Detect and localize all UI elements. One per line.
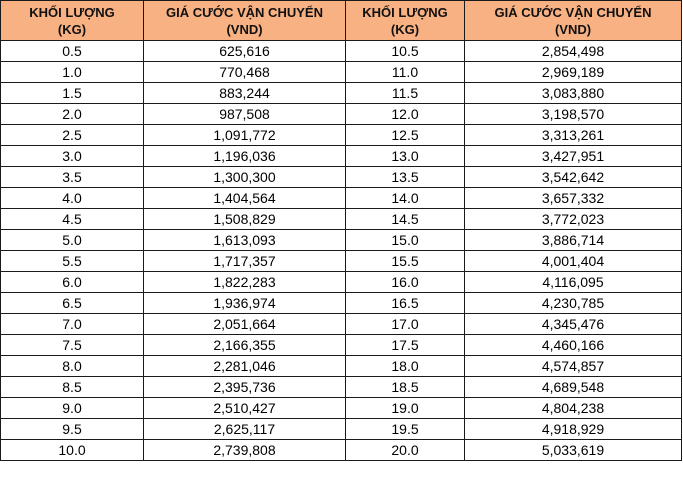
price-cell[interactable]: 2,510,427: [144, 398, 346, 419]
weight-cell[interactable]: 13.0: [346, 146, 465, 167]
price-cell[interactable]: 3,198,570: [465, 104, 682, 125]
weight-cell[interactable]: 10.5: [346, 41, 465, 62]
weight-cell[interactable]: 16.5: [346, 293, 465, 314]
header-unit: (VND): [554, 21, 592, 37]
table-row: [1, 377, 682, 398]
header-unit: (KG): [57, 21, 87, 37]
table-row: [1, 146, 682, 167]
price-cell[interactable]: 3,886,714: [465, 230, 682, 251]
table-row: [1, 62, 682, 83]
price-cell[interactable]: 2,969,189: [465, 62, 682, 83]
weight-cell[interactable]: 18.0: [346, 356, 465, 377]
header-text: GIÁ CƯỚC VẬN CHUYỂN: [494, 4, 652, 20]
price-cell[interactable]: 4,345,476: [465, 314, 682, 335]
price-cell[interactable]: 987,508: [144, 104, 346, 125]
table-row: [1, 188, 682, 209]
table-row: [1, 335, 682, 356]
price-cell[interactable]: 1,936,974: [144, 293, 346, 314]
weight-cell[interactable]: 11.0: [346, 62, 465, 83]
weight-cell[interactable]: 3.0: [1, 146, 144, 167]
header-price-1[interactable]: [144, 1, 346, 41]
price-cell[interactable]: 3,313,261: [465, 125, 682, 146]
weight-cell[interactable]: 2.5: [1, 125, 144, 146]
price-cell[interactable]: 4,230,785: [465, 293, 682, 314]
weight-cell[interactable]: 19.0: [346, 398, 465, 419]
table-row: [1, 293, 682, 314]
weight-cell[interactable]: 13.5: [346, 167, 465, 188]
weight-cell[interactable]: 15.0: [346, 230, 465, 251]
weight-cell[interactable]: 14.0: [346, 188, 465, 209]
price-cell[interactable]: 625,616: [144, 41, 346, 62]
price-cell[interactable]: 2,395,736: [144, 377, 346, 398]
weight-cell[interactable]: 20.0: [346, 440, 465, 461]
price-cell[interactable]: 4,116,095: [465, 272, 682, 293]
weight-cell[interactable]: 15.5: [346, 251, 465, 272]
weight-cell[interactable]: 3.5: [1, 167, 144, 188]
weight-cell[interactable]: 8.0: [1, 356, 144, 377]
table-row: [1, 125, 682, 146]
table-row: [1, 167, 682, 188]
price-cell[interactable]: 3,772,023: [465, 209, 682, 230]
weight-cell[interactable]: 6.0: [1, 272, 144, 293]
table-row: [1, 209, 682, 230]
price-cell[interactable]: 1,822,283: [144, 272, 346, 293]
price-cell[interactable]: 4,918,929: [465, 419, 682, 440]
price-cell[interactable]: 4,001,404: [465, 251, 682, 272]
price-cell[interactable]: 3,657,332: [465, 188, 682, 209]
price-cell[interactable]: 1,404,564: [144, 188, 346, 209]
price-cell[interactable]: 3,542,642: [465, 167, 682, 188]
weight-cell[interactable]: 19.5: [346, 419, 465, 440]
weight-cell[interactable]: 12.5: [346, 125, 465, 146]
header-text: GIÁ CƯỚC VẬN CHUYỂN: [166, 4, 323, 20]
weight-cell[interactable]: 6.5: [1, 293, 144, 314]
header-row: [1, 1, 682, 41]
weight-cell[interactable]: 1.0: [1, 62, 144, 83]
weight-cell[interactable]: 8.5: [1, 377, 144, 398]
weight-cell[interactable]: 16.0: [346, 272, 465, 293]
price-cell[interactable]: 2,854,498: [465, 41, 682, 62]
price-cell[interactable]: 2,051,664: [144, 314, 346, 335]
weight-cell[interactable]: 17.5: [346, 335, 465, 356]
price-cell[interactable]: 1,196,036: [144, 146, 346, 167]
price-cell[interactable]: 4,574,857: [465, 356, 682, 377]
weight-cell[interactable]: 11.5: [346, 83, 465, 104]
table-body: [1, 41, 682, 461]
price-cell[interactable]: 1,613,093: [144, 230, 346, 251]
table-row: [1, 419, 682, 440]
price-cell[interactable]: 2,281,046: [144, 356, 346, 377]
table-row: [1, 83, 682, 104]
table-row: [1, 251, 682, 272]
weight-cell[interactable]: 4.0: [1, 188, 144, 209]
table-row: [1, 356, 682, 377]
price-cell[interactable]: 770,468: [144, 62, 346, 83]
price-cell[interactable]: 5,033,619: [465, 440, 682, 461]
weight-cell[interactable]: 4.5: [1, 209, 144, 230]
price-cell[interactable]: 2,166,355: [144, 335, 346, 356]
price-cell[interactable]: 2,739,808: [144, 440, 346, 461]
header-weight-2[interactable]: [346, 1, 465, 41]
table-row: [1, 272, 682, 293]
table-row: [1, 41, 682, 62]
header-text: KHỐI LƯỢNG: [29, 4, 115, 20]
weight-cell[interactable]: 9.5: [1, 419, 144, 440]
header-price-2[interactable]: [465, 1, 682, 41]
weight-cell[interactable]: 2.0: [1, 104, 144, 125]
weight-cell[interactable]: 14.5: [346, 209, 465, 230]
header-unit: (VND): [226, 21, 263, 37]
price-cell[interactable]: 1,508,829: [144, 209, 346, 230]
weight-cell[interactable]: 1.5: [1, 83, 144, 104]
price-cell[interactable]: 1,300,300: [144, 167, 346, 188]
weight-cell[interactable]: 7.0: [1, 314, 144, 335]
weight-cell[interactable]: 9.0: [1, 398, 144, 419]
weight-cell[interactable]: 10.0: [1, 440, 144, 461]
weight-cell[interactable]: 5.5: [1, 251, 144, 272]
weight-cell[interactable]: 12.0: [346, 104, 465, 125]
price-cell[interactable]: 1,717,357: [144, 251, 346, 272]
table-row: [1, 398, 682, 419]
weight-cell[interactable]: 7.5: [1, 335, 144, 356]
weight-cell[interactable]: 17.0: [346, 314, 465, 335]
header-unit: (KG): [390, 21, 420, 37]
price-cell[interactable]: 1,091,772: [144, 125, 346, 146]
price-cell[interactable]: 3,083,880: [465, 83, 682, 104]
price-cell[interactable]: 4,689,548: [465, 377, 682, 398]
weight-cell[interactable]: 0.5: [1, 41, 144, 62]
table-row: [1, 230, 682, 251]
weight-cell[interactable]: 5.0: [1, 230, 144, 251]
price-cell[interactable]: 883,244: [144, 83, 346, 104]
price-cell[interactable]: 4,460,166: [465, 335, 682, 356]
table-row: [1, 314, 682, 335]
table-row: [1, 440, 682, 461]
header-text: KHỐI LƯỢNG: [362, 4, 448, 20]
price-cell[interactable]: 2,625,117: [144, 419, 346, 440]
weight-cell[interactable]: 18.5: [346, 377, 465, 398]
table-row: [1, 104, 682, 125]
price-cell[interactable]: 4,804,238: [465, 398, 682, 419]
header-weight-1[interactable]: [1, 1, 144, 41]
price-cell[interactable]: 3,427,951: [465, 146, 682, 167]
